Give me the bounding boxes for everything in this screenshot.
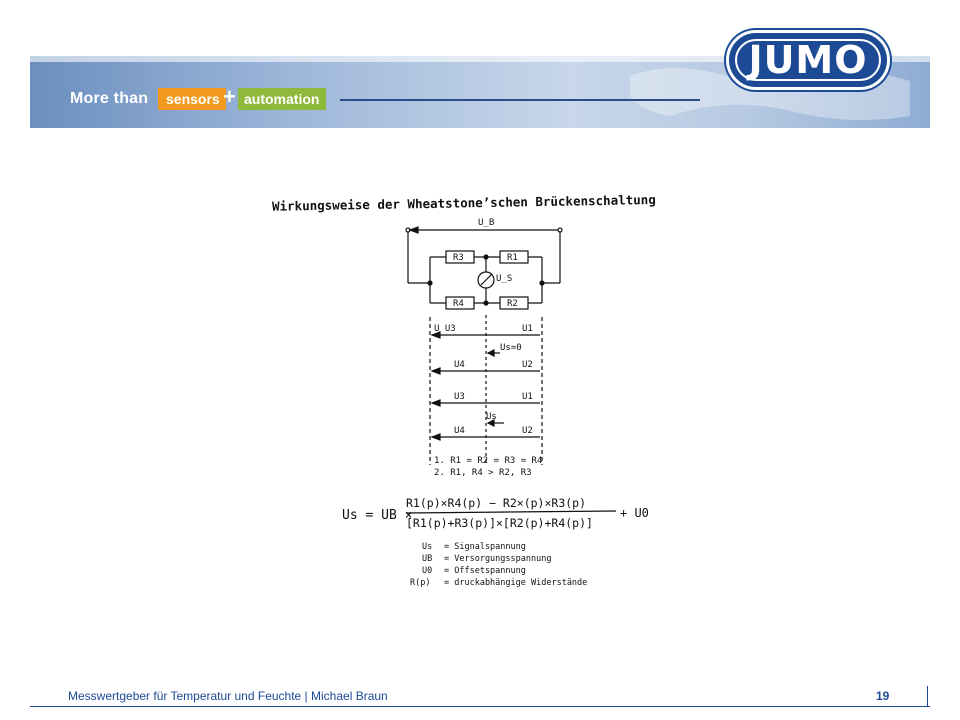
legend-us-sym: Us	[422, 542, 433, 552]
diagram-title: Wirkungsweise der Wheatstone’schen Brückenschaltung	[271, 192, 656, 214]
legend-u0-sym: U0	[422, 566, 433, 576]
footer-rule	[30, 706, 930, 707]
row-6-left: U4	[454, 426, 465, 436]
formula-tail: + U0	[620, 506, 649, 520]
legend-ub-sym: UB	[422, 554, 433, 564]
condition-1: 1. R1 = R2 = R3 = R4	[434, 456, 543, 466]
formula-numerator: R1(p)×R4(p) − R2×(p)×R3(p)	[406, 496, 587, 510]
row-6-right: U2	[522, 426, 533, 436]
row-3-left: U4	[454, 360, 465, 370]
condition-2: 2. R1, R4 > R2, R3	[434, 468, 532, 478]
tagline: More than	[70, 90, 149, 107]
formula-lhs: Us = UB ×	[342, 508, 413, 523]
legend-u0-desc: = Offsetspannung	[444, 566, 526, 576]
resistor-r2-label: R2	[507, 299, 518, 309]
formula-denominator: [R1(p)+R3(p)]×[R2(p)+R4(p)]	[406, 516, 593, 530]
supply-label: U_B	[478, 218, 495, 228]
legend-rp-desc: = druckabhängige Widerstände	[444, 578, 588, 588]
tag-sensors: sensors	[158, 88, 226, 110]
row-4-right: U1	[522, 392, 533, 402]
row-1-right: U1	[522, 324, 533, 334]
resistor-r1-label: R1	[507, 253, 518, 263]
banner-rule	[340, 99, 700, 101]
legend-ub-desc: = Versorgungsspannung	[444, 554, 552, 564]
jumo-logo	[726, 30, 890, 90]
meter-label: U_S	[496, 274, 513, 284]
row-1-left: U U3	[434, 324, 456, 334]
logo-text: JUMO	[748, 38, 868, 82]
legend-us-desc: = Signalspannung	[444, 542, 526, 552]
resistor-r3-label: R3	[453, 253, 464, 263]
row-3-right: U2	[522, 360, 533, 370]
row-2-mid: Us=0	[500, 343, 522, 353]
row-4-left: U3	[454, 392, 465, 402]
wheatstone-diagram	[250, 175, 720, 635]
tag-automation: automation	[238, 88, 326, 110]
footer-text: Messwertgeber für Temperatur und Feuchte | Michael Braun	[68, 689, 388, 703]
footer-tick	[927, 686, 928, 707]
legend-rp-sym: R(p)	[410, 578, 431, 588]
row-5-mid: Us	[486, 412, 497, 422]
tag-plus: +	[223, 84, 236, 109]
resistor-r4-label: R4	[453, 299, 464, 309]
page-number: 19	[876, 689, 890, 703]
